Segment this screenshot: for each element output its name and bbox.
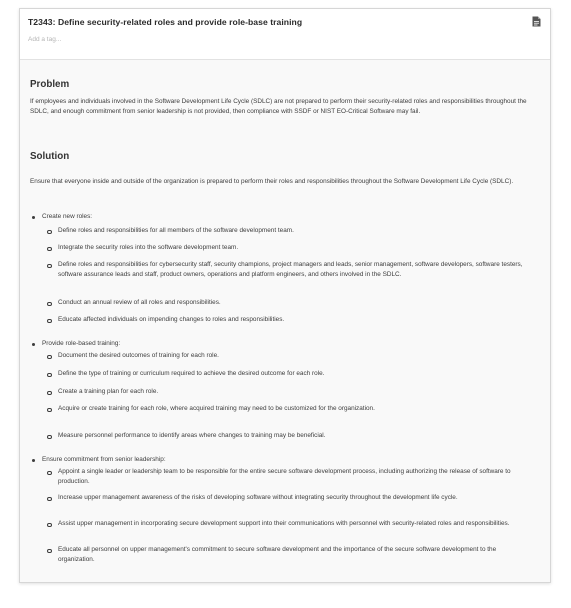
list-item: Educate all personnel on upper management's commitment to secure software development and the importance of the secure software development to the organization. — [47, 545, 533, 565]
problem-text: If employees and individuals involved in the Software Development Life Cycle (SDLC) are not prepared to perform their security-related roles and responsibilities throughout the SDLC, and enough commitment from senior leadership is not provided, then compliance with SSDF or NIST EO-Critical Software may fail. — [30, 98, 527, 116]
document-icon[interactable] — [532, 16, 541, 27]
list-item: Create new roles: — [32, 212, 532, 222]
solution-intro: Ensure that everyone inside and outside of the organization is prepared to perform their roles and responsibilities throughout the Software Development Life Cycle (SDLC). — [30, 178, 514, 185]
list-item: Educate affected individuals on impending changes to roles and responsibilities. — [47, 315, 533, 325]
list-item: Create a training plan for each role. — [47, 387, 533, 397]
list-item: Measure personnel performance to identify areas where changes to training may be beneficial. — [47, 431, 533, 441]
list-item: Define the type of training or curriculum required to achieve the desired outcome for each role. — [47, 369, 533, 379]
task-card — [19, 8, 551, 583]
list-item: Provide role-based training: — [32, 339, 532, 349]
card-body — [20, 60, 550, 582]
list-item: Integrate the security roles into the software development team. — [47, 243, 533, 253]
list-item: Conduct an annual review of all roles and responsibilities. — [47, 298, 533, 308]
list-item: Define roles and responsibilities for all members of the software development team. — [47, 226, 533, 236]
list-item: Appoint a single leader or leadership team to be responsible for the entire secure software development process, including authorizing the release of software to production. — [47, 467, 533, 487]
list-item: Increase upper management awareness of the risks of developing software without integrating security throughout the development life cycle. — [47, 493, 533, 503]
solution-heading: Solution — [30, 151, 70, 162]
problem-heading: Problem — [30, 79, 70, 90]
list-item: Define roles and responsibilities for cybersecurity staff, security champions, project managers and leads, senior management, software developers, software testers, software assurance leads and staff, product owners, operations and platform engineers, and others involved in the SDLC. — [47, 260, 533, 280]
list-item: Ensure commitment from senior leadership: — [32, 455, 532, 465]
list-item: Document the desired outcomes of training for each role. — [47, 351, 533, 361]
list-item: Assist upper management in incorporating secure development support into their communications with personnel with security-related roles and responsibilities. — [47, 519, 533, 529]
list-item: Acquire or create training for each role, where acquired training may need to be customized for the organization. — [47, 404, 533, 414]
card-header — [20, 9, 550, 60]
card-title: T2343: Define security-related roles and provide role-base training — [28, 17, 303, 27]
add-tag-input[interactable]: Add a tag... — [28, 36, 62, 43]
